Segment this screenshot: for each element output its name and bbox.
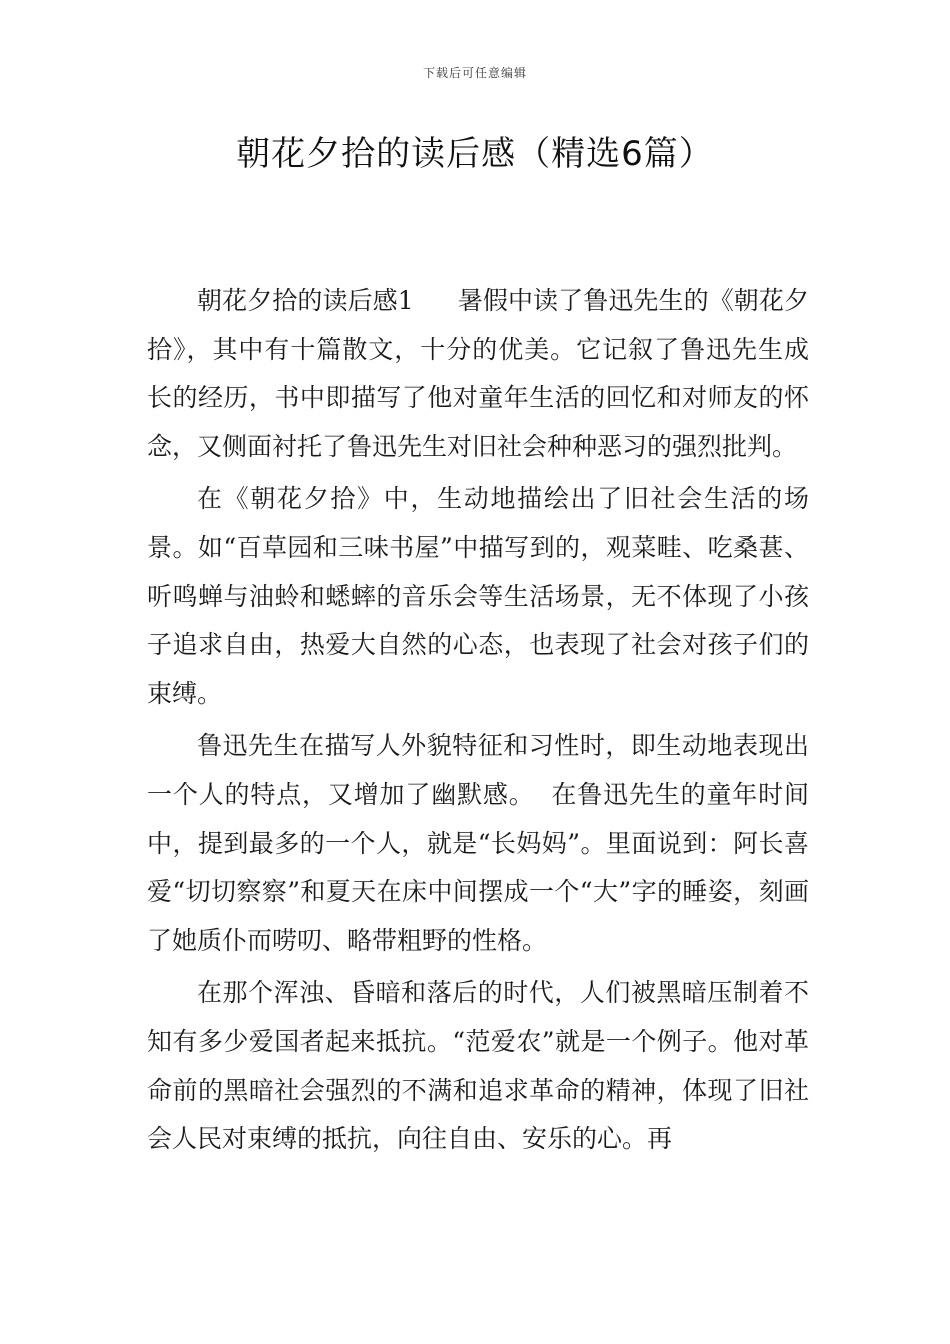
paragraph-1 [147, 277, 809, 471]
paragraph-1-text: 暑假中读了鲁迅先生的《朝花夕拾》，其中有十篇散文，十分的优美。它记叙了鲁迅先生成长的经历，书中即描写了他对童年生活的回忆和对师友的怀念，又侧面衬托了鲁迅先生对旧社会种种恶习的强烈批判。 [147, 286, 809, 461]
paragraph-3-text-b: 在鲁迅先生的童年时间中，提到最多的一个人，就是“长妈妈”。里面说到：阿长喜爱“切切察察”和夏天在床中间摆成一个“大”字的睡姿，刻画了她质仆而唠叨、略带粗野的性格。 [147, 779, 809, 955]
paragraph-2: 在《朝花夕拾》中，生动地描绘出了旧社会生活的场景。如“百草园和三味书屋”中描写到的，观菜畦、吃桑葚、听鸣蝉与油蛉和蟋蟀的音乐会等生活场景，无不体现了小孩子追求自由，热爱大自然的心态，也表现了社会对孩子们的束缚。 [147, 484, 809, 708]
paragraph-3-text-a: 鲁迅先生在描写人外貌特征和习性时，即生动地表现出一个人的特点，又增加了幽默感。 [147, 731, 809, 809]
paragraph-4: 在那个浑浊、昏暗和落后的时代，人们被黑暗压制着不知有多少爱国者起来抵抗。“范爱农”就是一个例子。他对革命前的黑暗社会强烈的不满和追求革命的精神，体现了旧社会人民对束缚的抵抗，向往自由、安乐的心。再 [147, 978, 809, 1154]
paragraph-3 [147, 722, 809, 965]
document-body [147, 277, 809, 1168]
document-title: 朝花夕拾的读后感（精选6篇） [236, 134, 714, 174]
header-note: 下载后可任意编辑 [422, 66, 527, 80]
section-heading: 朝花夕拾的读后感1 [197, 286, 414, 315]
